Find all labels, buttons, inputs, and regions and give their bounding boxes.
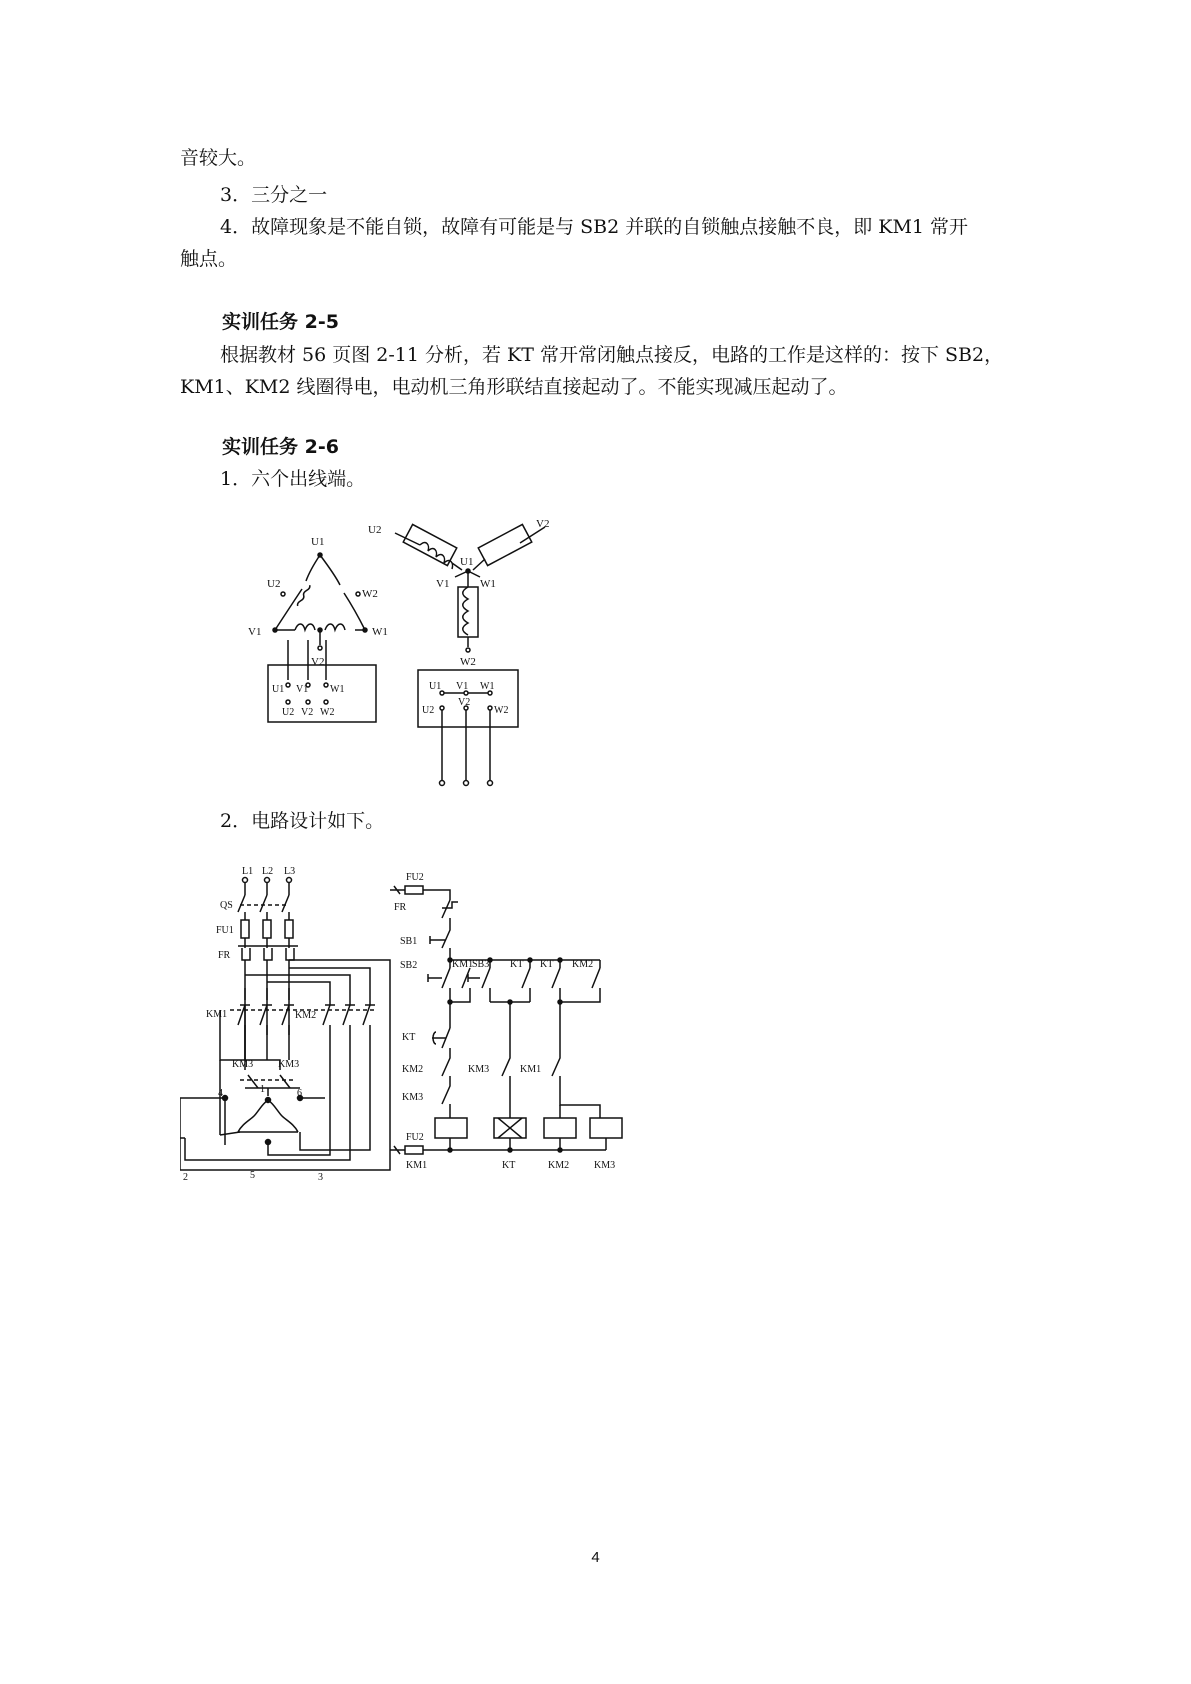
text-line: 3．三分之一 [220,184,328,206]
label-L3: L3 [284,866,296,877]
coil-label-KM2: KM2 [548,1160,570,1171]
node-1: 1 [260,1084,265,1095]
node-5: 5 [250,1170,255,1181]
text-line: 触点。 [180,248,238,270]
label-KT-c: KT [402,1032,416,1043]
label-SB2: SB2 [400,960,418,971]
star-box-V2: V2 [458,697,471,708]
winding-connection-diagram [240,515,660,795]
text-line: 2．电路设计如下。 [220,810,385,832]
label-V1: V1 [248,626,262,638]
box-label-U2: U2 [282,707,295,718]
star-box-U2: U2 [422,705,435,716]
label-FR-ctrl: FR [394,902,407,913]
delta-winding [273,553,367,650]
star-label-W1: W1 [480,578,496,590]
label-KT-a: KT [510,959,524,970]
coil-label-KM3: KM3 [594,1160,616,1171]
box-label-U1: U1 [272,684,285,695]
label-L1: L1 [242,866,254,877]
section-heading: 实训任务 2-5 [222,311,339,333]
label-FR: FR [218,950,231,961]
label-FU2-top: FU2 [406,872,424,883]
box-label-V1: V1 [296,684,309,695]
node-6: 6 [297,1088,302,1099]
label-KM2-main: KM2 [295,1010,317,1021]
label-SB3: SB3 [472,959,490,970]
node-3: 3 [318,1172,323,1183]
star-winding [395,524,545,652]
label-L2: L2 [262,866,274,877]
star-box-W2: W2 [494,705,509,716]
box-label-V2: V2 [301,707,314,718]
coil-label-KT: KT [502,1160,516,1171]
star-label-V2: V2 [536,518,550,530]
label-W1: W1 [372,626,388,638]
star-box-U1: U1 [429,681,442,692]
box-label-W1: W1 [330,684,345,695]
text-line: 4．故障现象是不能自锁，故障有可能是与 SB2 并联的自锁触点接触不良，即 KM1 常开 [220,216,969,238]
text-line: KM1、KM2 线圈得电，电动机三角形联结直接起动了。不能实现减压起动了。 [180,376,848,398]
label-KT-b: KT [540,959,554,970]
label-KM3-ctrl-b: KM3 [468,1064,490,1075]
page-number: 4 [591,1549,600,1566]
star-delta-control-circuit [180,860,680,1230]
label-SB1: SB1 [400,936,418,947]
label-W2: W2 [362,588,378,600]
star-label-W2: W2 [460,656,476,668]
label-KM1-ctrl-b: KM1 [520,1064,542,1075]
label-KM3-ctrl: KM3 [402,1092,424,1103]
star-label-U1: U1 [460,556,474,568]
control-circuit [390,886,622,1154]
label-V2: V2 [311,656,325,668]
coil-label-KM1: KM1 [406,1160,428,1171]
star-label-U2: U2 [368,524,382,536]
main-circuit [180,878,390,1171]
label-KM3-main-b: KM3 [278,1059,300,1070]
box-label-W2: W2 [320,707,335,718]
star-box-W1: W1 [480,681,495,692]
label-KM2-ctrl: KM2 [572,959,594,970]
label-QS: QS [220,900,233,911]
label-KM1-main: KM1 [206,1009,228,1020]
label-U1: U1 [311,536,325,548]
label-U2: U2 [267,578,281,590]
section-heading: 实训任务 2-6 [222,436,339,458]
text-line: 音较大。 [180,147,257,169]
node-4: 4 [218,1088,223,1099]
node-2: 2 [183,1172,188,1183]
text-line: 1．六个出线端。 [220,468,366,490]
label-KM3-main-a: KM3 [232,1059,254,1070]
label-KM1-ctrl: KM1 [452,959,474,970]
star-box-V1: V1 [456,681,469,692]
label-KM2-ctrl-b: KM2 [402,1064,424,1075]
label-FU2-bottom: FU2 [406,1132,424,1143]
label-FU1: FU1 [216,925,234,936]
text-line: 根据教材 56 页图 2-11 分析，若 KT 常开常闭触点接反，电路的工作是这样的：按下 SB2， [220,344,1004,366]
star-label-V1: V1 [436,578,450,590]
